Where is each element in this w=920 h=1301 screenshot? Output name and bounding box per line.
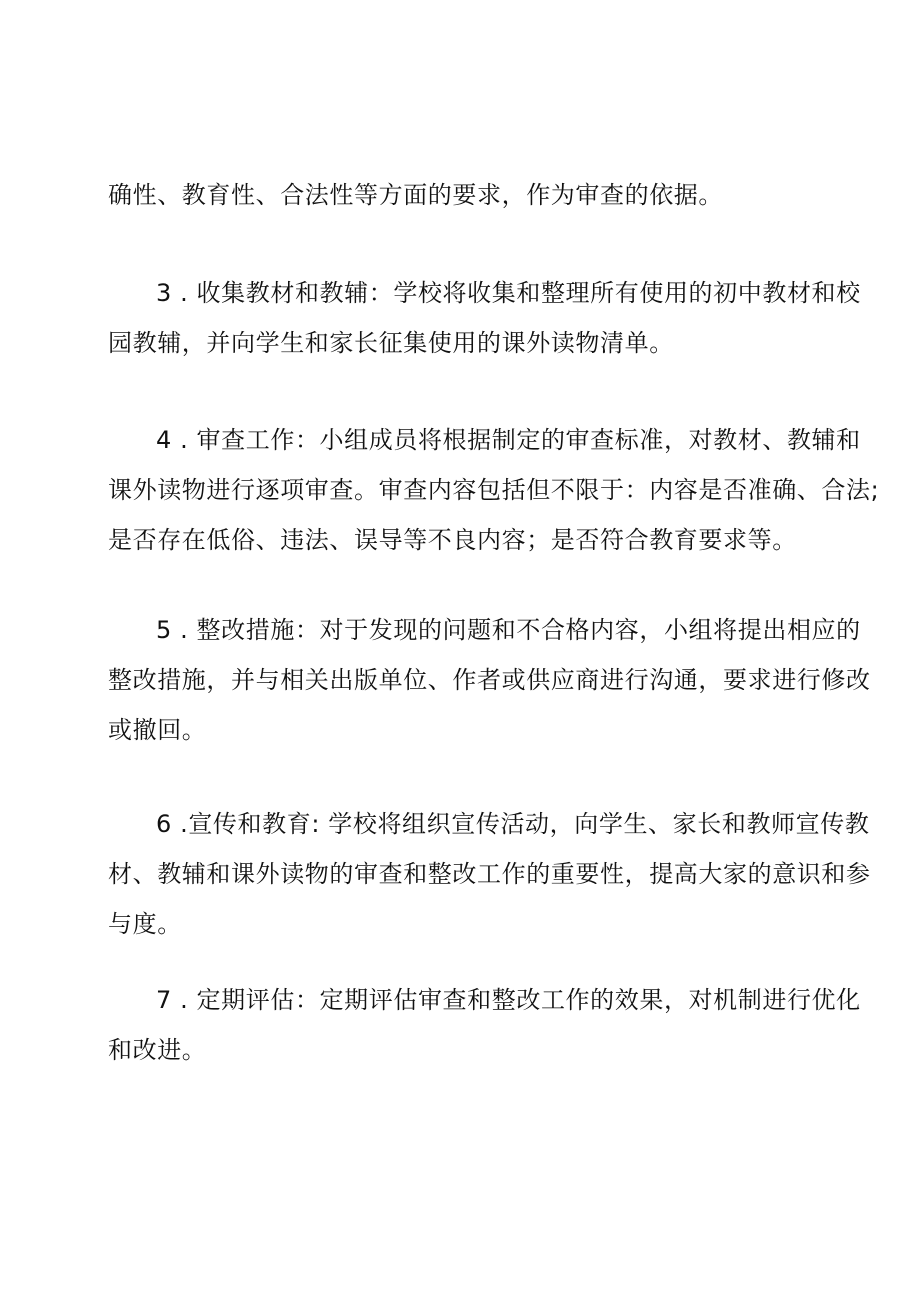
paragraph-continuation — [108, 170, 828, 220]
paragraph-line: 是否存在低俗、违法、误导等不良内容；是否符合教育要求等。 — [108, 526, 797, 554]
paragraph-line: 材、教辅和课外读物的审查和整改工作的重要性，提高大家的意识和参 — [108, 860, 871, 888]
paragraph-line: 5 . 整改措施：对于发现的问题和不合格内容，小组将提出相应的 — [156, 616, 861, 644]
paragraph-line: 整改措施，并与相关出版单位、作者或供应商进行沟通，要求进行修改 — [108, 666, 871, 694]
paragraph-item-6 — [108, 799, 871, 949]
paragraph-line: 园教辅，并向学生和家长征集使用的课外读物清单。 — [108, 329, 674, 357]
paragraph-line: 6 .宣传和教育: 学校将组织宣传活动，向学生、家长和教师宣传教 — [156, 810, 870, 838]
paragraph-line: 与度。 — [108, 910, 182, 938]
paragraph-item-7 — [108, 975, 861, 1075]
paragraph-line: 或撤回。 — [108, 716, 207, 744]
paragraph-item-4 — [108, 415, 880, 565]
paragraph-line: 确性、教育性、合法性等方面的要求，作为审查的依据。 — [108, 181, 723, 209]
paragraph-line: 课外读物进行逐项审查。审查内容包括但不限于：内容是否准确、合法; — [108, 476, 880, 504]
paragraph-line: 7 . 定期评估：定期评估审查和整改工作的效果，对机制进行优化 — [156, 986, 861, 1014]
paragraph-line: 3 . 收集教材和教辅：学校将收集和整理所有使用的初中教材和校 — [156, 279, 861, 307]
paragraph-item-5 — [108, 605, 871, 755]
paragraph-line: 4 . 审查工作：小组成员将根据制定的审查标准，对教材、教辅和 — [156, 426, 861, 454]
paragraph-item-3 — [108, 268, 861, 368]
paragraph-line: 和改进。 — [108, 1036, 207, 1064]
